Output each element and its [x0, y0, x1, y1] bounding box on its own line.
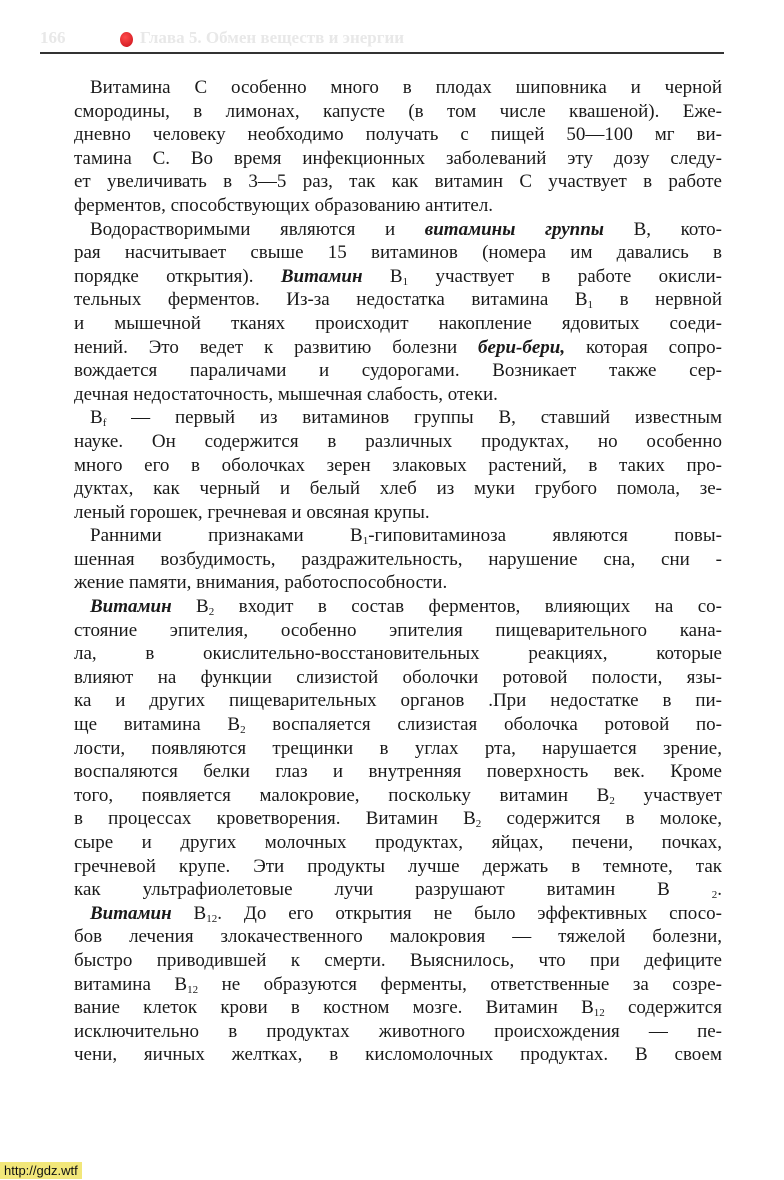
text-run: чени, яичных желтках, в кисломолочных продуктах. В своем: [74, 1044, 722, 1066]
text-run: гречневой крупе. Эти продукты лучше держать в темноте, так: [74, 855, 722, 877]
text-run: ет увеличивать в 3—5 раз, так как витамин С участвует в работе: [74, 171, 722, 193]
text-line: [74, 666, 722, 690]
text-run: В, кото-: [604, 218, 723, 240]
text-run: рая насчитывает свыше 15 витаминов (номера им давались в: [74, 242, 722, 264]
text-line: [74, 218, 722, 242]
text-line: [74, 807, 722, 831]
text-run: не образуются ферменты, ответственные за созре-: [198, 973, 722, 995]
text-line: [74, 713, 722, 737]
text-run: много его в оболочках зерен злаковых растений, в таких про-: [74, 454, 722, 476]
text-run: в процессах кроветворения. Витамин В: [74, 808, 476, 830]
text-line: [74, 737, 722, 761]
text-run: ла, в окислительно-восстановительных реакциях, которые: [74, 643, 722, 665]
text-run: влияют на функции слизистой оболочки ротовой полости, язы-: [74, 666, 722, 688]
text-line: [74, 312, 722, 336]
subscript: 12: [593, 1007, 605, 1020]
text-run: воспаляется слизистая оболочка ротовой по-: [245, 714, 723, 736]
text-line: [74, 619, 722, 643]
text-run: сыре и других молочных продуктах, яйцах, печени, почках,: [74, 832, 722, 853]
text-run: жение памяти, внимания, работоспособности.: [74, 572, 448, 594]
text-run: участвует: [614, 784, 722, 806]
text-run: В: [362, 265, 403, 287]
text-line: [74, 784, 722, 808]
text-run: тамина С. Во время инфекционных заболеваний эту дозу следу-: [74, 147, 722, 169]
text-run: В: [90, 407, 103, 429]
text-line: [74, 76, 722, 100]
text-line: [74, 430, 722, 454]
text-line: [74, 241, 722, 265]
text-line: [74, 925, 722, 949]
text-run: в нервной: [593, 289, 722, 311]
chapter-title: Глава 5. Обмен веществ и энергии: [140, 28, 405, 47]
text-line: [74, 642, 722, 666]
text-line: [74, 454, 722, 478]
text-run: как ультрафиолетовые лучи разрушают витамин В: [74, 879, 712, 901]
text-run: Ранними признаками В: [90, 525, 363, 547]
text-run: ще витамина В: [74, 714, 241, 736]
text-run: витамина В: [74, 973, 188, 995]
text-line: [74, 855, 722, 879]
text-run: дневно человеку необходимо получать с пищей 50—100 мг ви-: [74, 124, 722, 146]
subscript: 1: [587, 299, 594, 312]
text-line: [74, 170, 722, 194]
emphasized-term: Витамин: [90, 596, 172, 618]
text-run: -гиповитаминоза являются повы-: [368, 525, 722, 547]
text-line: [74, 996, 722, 1020]
text-run: которая сопро-: [565, 336, 722, 358]
text-run: дуктах, как черный и белый хлеб из муки грубого помола, зе-: [74, 478, 722, 500]
subscript: 1: [362, 535, 369, 548]
header-rule: [40, 52, 724, 54]
subscript: 2: [609, 794, 615, 807]
text-run: шенная возбудимость, раздражительность, нарушение сна, сни -: [74, 548, 722, 570]
page-body-text: [74, 76, 722, 1067]
text-run: нений. Это ведет к развитию болезни: [74, 336, 479, 358]
text-run: ферментов, способствующих образованию антител.: [74, 194, 494, 216]
subscript: 12: [206, 912, 218, 925]
text-run: леный горошек, гречневая и овсяная крупы.: [74, 501, 430, 523]
subscript: 2: [240, 724, 246, 737]
text-run: ка и других пищеварительных органов .При недостатке в пи-: [74, 690, 722, 712]
text-run: лости, появляются трещинки в углах рта, нарушается зрение,: [74, 737, 722, 759]
text-run: того, появляется малокровие, поскольку витамин В: [74, 784, 610, 806]
text-line: [74, 147, 722, 171]
text-run: порядке открытия).: [74, 265, 281, 287]
subscript: 2: [208, 606, 215, 619]
text-line: [74, 359, 722, 383]
emphasized-term: Витамин: [90, 902, 172, 924]
text-run: стояние эпителия, особенно эпителия пищеварительного кана-: [74, 619, 722, 641]
text-line: [74, 595, 722, 619]
text-line: [74, 949, 722, 973]
text-run: науке. Он содержится в различных продуктах, но особенно: [74, 430, 722, 452]
subscript: 12: [187, 983, 199, 996]
text-run: Водорастворимыми являются и: [90, 218, 425, 240]
text-line: [74, 524, 722, 548]
text-run: — первый из витаминов группы В, ставший известным: [106, 407, 722, 429]
text-run: воспаляются белки глаз и внутренняя поверхность век. Кроме: [74, 761, 722, 783]
text-run: содержится: [604, 997, 722, 1019]
text-line: [74, 100, 722, 124]
text-line: [74, 760, 722, 784]
text-line: [74, 689, 722, 713]
text-line: [74, 288, 722, 312]
text-run: .: [717, 879, 722, 901]
emphasized-term: бери-бери,: [478, 336, 566, 358]
text-run: В: [171, 902, 207, 924]
subscript: f: [102, 417, 107, 430]
text-line: [74, 406, 722, 430]
text-line: [74, 831, 722, 855]
text-line: [74, 878, 722, 902]
text-line: [74, 902, 722, 926]
text-run: смородины, в лимонах, капусте (в том числе квашеной). Еже-: [74, 100, 722, 122]
subscript: 1: [402, 275, 409, 288]
text-run: бов лечения злокачественного малокровия — тяжелой болезни,: [74, 926, 722, 948]
text-run: входит в состав ферментов, влияющих на со-: [214, 596, 722, 618]
text-run: . До его открытия не было эффективных спосо-: [217, 902, 722, 924]
text-line: [74, 548, 722, 572]
subscript: 2: [711, 889, 718, 902]
text-run: участвует в работе окисли-: [408, 265, 722, 287]
running-header: [40, 26, 724, 52]
text-run: В: [171, 596, 209, 618]
text-line: [74, 194, 722, 218]
text-run: и мышечной тканях происходит накопление ядовитых соеди-: [74, 312, 722, 334]
text-line: [74, 265, 722, 289]
page-number: 166: [40, 28, 66, 47]
text-line: [74, 336, 722, 360]
text-run: тельных ферментов. Из-за недостатка витамина В: [74, 289, 588, 311]
emphasized-term: витамины группы: [424, 218, 604, 240]
text-run: дечная недостаточность, мышечная слабость, отеки.: [74, 383, 498, 405]
text-line: [74, 1043, 722, 1067]
text-run: вождается параличами и судорогами. Возникает также сер-: [74, 360, 722, 382]
text-run: содержится в молоке,: [481, 808, 723, 830]
emphasized-term: Витамин: [280, 265, 363, 287]
text-line: [74, 571, 722, 595]
red-dot-marker: [120, 32, 133, 47]
text-line: [74, 477, 722, 501]
text-run: исключительно в продуктах животного происхождения — пе-: [74, 1020, 722, 1042]
text-run: Витамина С особенно много в плодах шиповника и черной: [90, 77, 722, 98]
text-run: быстро приводившей к смерти. Выяснилось, что при дефиците: [74, 949, 722, 971]
watermark-link[interactable]: http://gdz.wtf: [0, 1162, 82, 1179]
text-line: [74, 973, 722, 997]
text-line: [74, 123, 722, 147]
text-line: [74, 1020, 722, 1044]
subscript: 2: [475, 818, 482, 831]
text-run: вание клеток крови в костном мозге. Витамин В: [74, 997, 594, 1019]
text-line: [74, 501, 722, 525]
text-line: [74, 383, 722, 407]
